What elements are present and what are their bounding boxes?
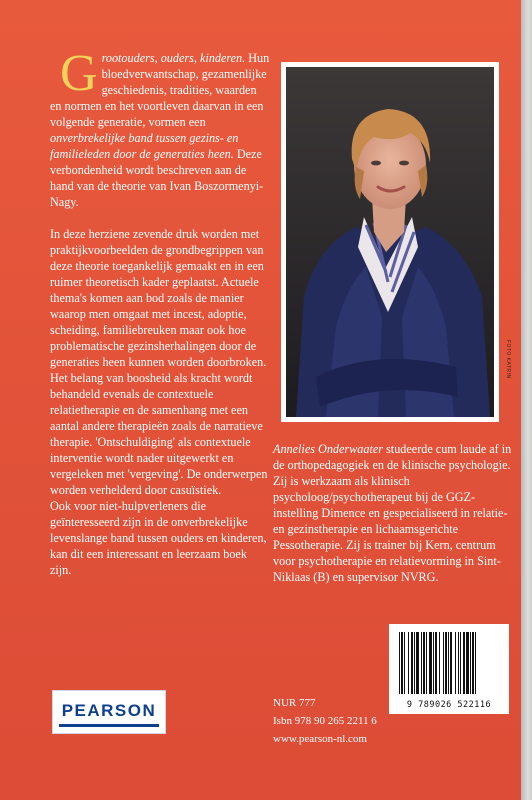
barcode-bar [429,632,432,694]
barcode-bar [475,632,476,694]
barcode-bar [443,632,444,694]
barcode-bar [426,632,427,694]
photo-credit: FOTO KATRIN [505,340,511,379]
barcode-bar [470,632,471,694]
pearson-logo-text: PEARSON [61,701,157,720]
nur-code: NUR 777 [273,697,316,709]
barcode-bar [423,632,425,694]
barcode-bar [439,632,440,694]
blurb-text: Hun bloedverwantschap, gezamenlijke geschiedenis, tradities, waarden en normen en het voortleven daarvan in een volgende generatie, vormen een [50,51,270,129]
barcode-bar [416,632,419,694]
blurb-intro-italic: rootouders, ouders, kinderen. [101,51,246,65]
pearson-logo-bar [59,724,159,727]
author-portrait-image [286,67,494,417]
barcode-bar [404,632,405,694]
barcode-bar [455,632,456,694]
isbn-number: Isbn 978 90 265 2211 6 [273,715,377,727]
barcode-bar [411,632,413,694]
author-name: Annelies Onderwaater [273,442,384,456]
bio-abbreviation: GGZ [445,490,472,504]
barcode-bar [450,632,452,694]
barcode-bar [460,632,461,694]
blurb-paragraph-1 [50,45,270,210]
publisher-url: www.pearson-nl.com [273,733,367,745]
page-edge [521,0,532,800]
bio-text: -instelling Dimence en gespecialiseerd in relatie- en gezinstherapie en lichaamsgerichte Pessotherapie. Zij is trainer bij Kern, centrum voor psychotherapie en relatievorming in Sint-Niklaas (B) en supervisor [273,490,508,584]
author-photo [281,62,499,422]
barcode-bar [399,632,400,694]
barcode-bar [472,632,474,694]
barcode-bar [433,632,434,694]
pearson-logo [52,690,166,734]
isbn-barcode [389,624,509,714]
blurb-paragraph-3: Het belang van boosheid als kracht wordt behandeld evenals de contextuele relatietherapie en de samenhang met een aantal andere therapieën zoals de narratieve therapie. 'Ontschuldiging' als contextuele interventie wordt nader uitgewerkt en vergeleken met 'vergeving'. De onderwerpen worden verhelderd door casuïstiek. [50,371,268,497]
barcode-bar [445,632,447,694]
barcode-bar [435,632,437,694]
barcode-bar [466,632,469,694]
publication-info [273,694,393,748]
bio-abbreviation: NVRG [400,570,436,584]
drop-cap: G [60,45,98,102]
barcode-bar [463,632,465,694]
barcode-bar [414,632,415,694]
barcode-bar [448,632,449,694]
author-bio [273,441,513,585]
blurb-column [50,45,270,578]
barcode-bars [389,624,509,704]
bio-text: studeerde cum laude af in de orthopedagogiek en de klinische psychologie. Zij is werkzaam als klinisch psycholoog/psychotherapeut bij de [273,442,512,504]
blurb-paragraph-4: Ook voor niet-hulpverleners die geïnteresseerd zijn in de onverbrekelijke levenslange band tussen ouders en kinderen, kan dit een interessant en leerzaam boek zijn. [50,499,267,577]
barcode-bar [421,632,422,694]
barcode-bar [401,632,403,694]
blurb-paragraph-2: In deze herziene zevende druk worden met praktijkvoorbeelden de grondbegrippen van deze theorie toegankelijk gemaakt en in een ruimer theoretisch kader geplaatst. Actuele thema's komen aan bod zoals de manier waarop men omgaat met incest, adoptie, scheiding, familiebreuken maar ook hoe problematische gezinsherhalingen door de generaties heen kunnen worden doorbroken. [50,227,267,369]
barcode-digits: 9 789026 522116 [406,700,492,710]
barcode-bar [458,632,459,694]
bio-text: . [435,570,439,584]
barcode-bar [408,632,409,694]
blurb-emphasis-italic: onverbrekelijke band tussen gezins- en familieleden door de generaties heen. [50,131,239,161]
blurb-text: Deze verbondenheid wordt beschreven aan de hand van de theorie van Ivan Boszormenyi-Nagy. [50,147,264,209]
